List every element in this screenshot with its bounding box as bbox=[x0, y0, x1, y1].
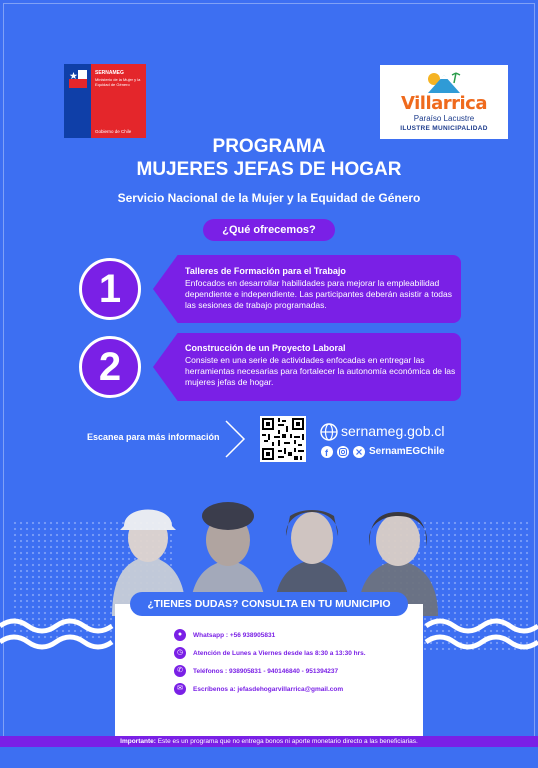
offer-pill: ¿Qué ofrecemos? bbox=[203, 219, 335, 241]
villarrica-municipality: ILUSTRE MUNICIPALIDAD bbox=[400, 125, 488, 132]
svg-text:f: f bbox=[325, 448, 328, 458]
social-handle[interactable]: SernamEGChile bbox=[369, 446, 445, 457]
item-1-number: 1 bbox=[79, 258, 141, 320]
contact-hours: Atención de Lunes a Viernes desde las 8:30 a 13:30 hrs. bbox=[193, 650, 366, 657]
instagram-icon bbox=[337, 446, 349, 458]
contact-heading: ¿TIENES DUDAS? CONSULTA EN TU MUNICIPIO bbox=[130, 592, 408, 616]
subtitle-servicio: Servicio Nacional de la Mujer y la Equidad de Género bbox=[117, 191, 421, 205]
item-1-desc: Enfocados en desarrollar habilidades para mejorar la empleabilidad dependiente e independiente. Las participantes deberán asistir a todas las sesiones de trabajo programadas. bbox=[185, 278, 452, 310]
footer-bold: Importante: bbox=[120, 738, 156, 745]
chile-shield-icon bbox=[67, 68, 89, 90]
item-2-number: 2 bbox=[79, 336, 141, 398]
title-mujeres: MUJERES JEFAS DE HOGAR bbox=[136, 159, 402, 180]
item-2-desc: Consiste en una serie de actividades enfocadas en entregar las herramientas necesarias para fortalecer la autonomía económica de las mujeres jefas de hogar. bbox=[185, 355, 456, 387]
hardhat bbox=[120, 510, 176, 531]
footer-text: Este es un programa que no entrega bonos ni aporte monetario directo a las beneficiarias. bbox=[155, 738, 418, 745]
scan-label: Escanea para más información bbox=[87, 432, 220, 442]
footer-strip bbox=[0, 747, 538, 768]
sernameg-ministry: Ministerio de la Mujer y la Equidad de Género bbox=[95, 77, 141, 87]
sernameg-government: Gobierno de Chile bbox=[95, 129, 132, 134]
mail-icon: ✉ bbox=[174, 683, 186, 695]
item-1-title: Talleres de Formación para el Trabajo bbox=[185, 266, 346, 276]
title-programa: PROGRAMA bbox=[212, 136, 326, 157]
sernameg-short: SERNAMEG bbox=[95, 70, 124, 76]
villarrica-tagline: Paraíso Lacustre bbox=[413, 114, 475, 123]
location-icon: ● bbox=[174, 629, 186, 641]
sernameg-logo bbox=[64, 64, 146, 138]
globe-icon bbox=[320, 423, 338, 441]
x-icon bbox=[353, 446, 365, 458]
villarrica-name: Villarrica bbox=[400, 93, 487, 114]
qr-code[interactable] bbox=[260, 416, 306, 462]
contact-email[interactable]: Escríbenos a: jefasdehogarvillarrica@gmail.com bbox=[193, 686, 344, 693]
contact-whatsapp[interactable]: Whatsapp : +56 938905831 bbox=[193, 632, 276, 639]
villarrica-logo bbox=[380, 65, 508, 139]
social-icons bbox=[320, 445, 366, 459]
item-2-title: Construcción de un Proyecto Laboral bbox=[185, 343, 346, 353]
chevron-right-icon bbox=[222, 419, 248, 459]
volcano-sun-icon bbox=[420, 69, 468, 95]
phone-icon: ✆ bbox=[174, 665, 186, 677]
clock-icon: ◷ bbox=[174, 647, 186, 659]
footer-notice bbox=[0, 736, 538, 747]
facebook-icon bbox=[321, 446, 333, 458]
contact-phones[interactable]: Teléfonos : 938905831 - 940146840 - 951394237 bbox=[193, 668, 339, 675]
website-link[interactable]: sernameg.gob.cl bbox=[341, 423, 445, 439]
